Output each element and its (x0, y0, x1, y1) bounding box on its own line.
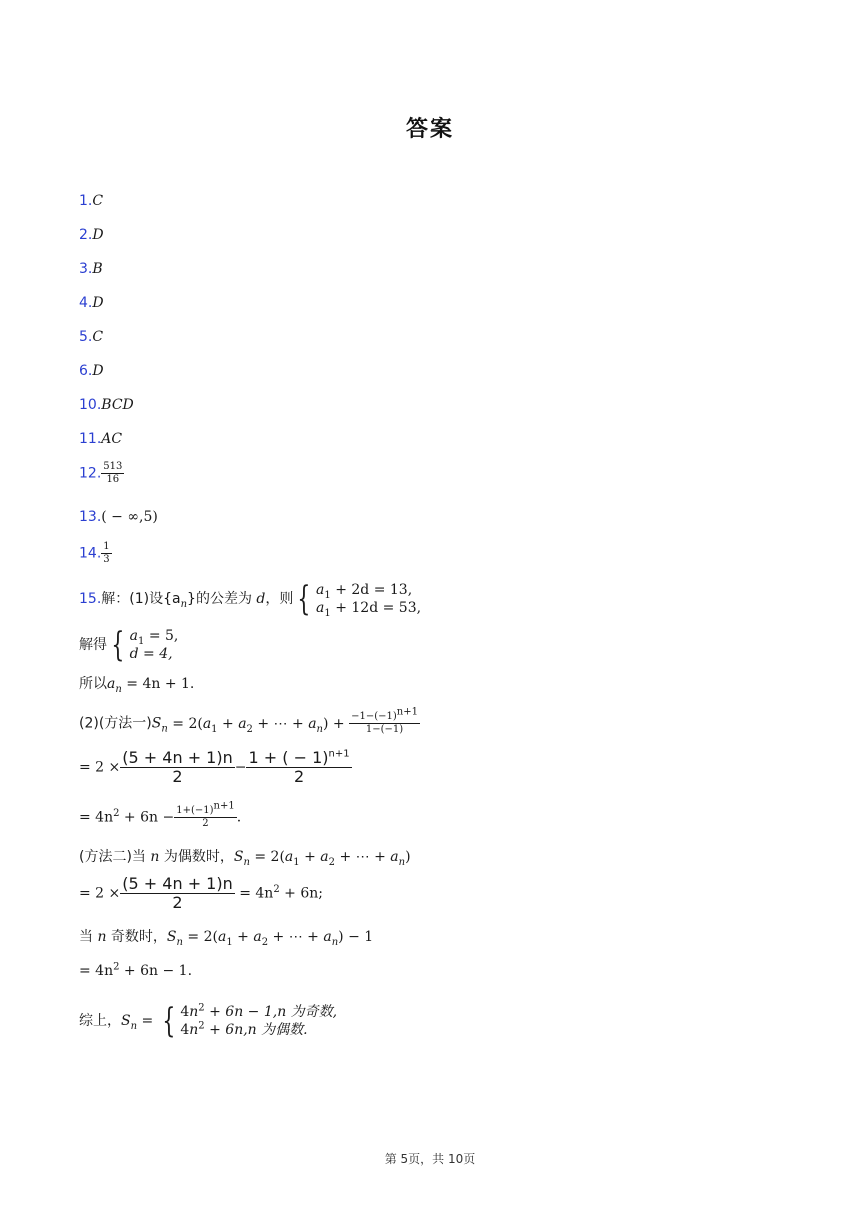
system-row-2: + 12d = 53, (335, 600, 422, 616)
question-number: 14. (79, 545, 102, 562)
question-number: 5. (79, 329, 93, 345)
so-rhs: = 4n + 1. (121, 676, 195, 692)
piecewise-system (158, 1003, 337, 1039)
intro-sub: n (180, 598, 188, 610)
answer-line-12 (79, 462, 124, 485)
solve-label: 解得 (79, 637, 107, 653)
fraction-numerator: 1+(−1) (176, 805, 214, 816)
answer-value: C (92, 193, 104, 209)
question-number: 6. (79, 363, 93, 379)
question-number: 2. (79, 227, 93, 243)
step1-line (79, 750, 352, 785)
answer-line (79, 362, 104, 380)
question-number: 13. (79, 509, 102, 525)
odd-n: n (93, 929, 111, 945)
fraction-numerator-exp: n+1 (328, 748, 350, 760)
case-row-2: $4n^2 + 6n,n$ 为偶数. (180, 1020, 308, 1038)
fraction-numerator: (5 + 4n + 1)n (122, 748, 233, 767)
case-row-1: $4n^2 + 6n - 1,n$ 为奇数, (180, 1002, 338, 1020)
odd-label: 当 (79, 929, 93, 945)
equation-system-1 (293, 581, 421, 617)
system-row: $a_1 + 12d = 53$, (316, 600, 422, 619)
odd-final: = 4n (79, 963, 114, 979)
question-number: 1. (79, 193, 93, 209)
solution-intro (79, 581, 421, 617)
intro-end: ，则 (265, 591, 294, 607)
brace: { (297, 579, 311, 619)
answer-value: C (92, 329, 104, 345)
system-row-1: + 2d = 13, (335, 582, 413, 598)
method2-mid: 为偶数时， (163, 849, 234, 865)
solution-so: 所以$a_n = 4n + 1$. (79, 676, 195, 695)
fraction-numerator-exp: n+1 (213, 800, 235, 812)
method1-fraction (349, 706, 420, 735)
fraction-numerator: 1 (103, 541, 110, 552)
intro-mid: }的公差为 (187, 591, 252, 607)
odd-mid: 奇数时， (110, 929, 167, 945)
brace: { (162, 1001, 175, 1041)
fraction-denominator: 16 (106, 474, 120, 485)
even-prefix: = 2 × (79, 885, 121, 902)
answer-value: ( − ∞,5) (101, 509, 158, 525)
answer-line (79, 260, 103, 278)
step2-prefix: = 4n (79, 809, 114, 826)
fraction-denominator: 2 (293, 767, 305, 786)
method1-line: (2)(方法一)$S_n = 2(a_1 + a_2$ + ⋯ + $a_n$) + $\frac{-1-(-1)^{n+1}}{1-(-1)}$ (79, 706, 418, 735)
question-number: 4. (79, 295, 93, 311)
answer-line (79, 226, 104, 244)
method2-line: (方法二)当 n 为偶数时，$S_n = 2(a_1 + a_2$ + ⋯ + $a_n$) (79, 849, 411, 868)
question-number: 11. (79, 431, 102, 447)
brace: { (111, 625, 125, 665)
answer-value: B (92, 261, 103, 277)
answer-fraction (101, 462, 124, 485)
fraction-numerator: 513 (103, 461, 123, 472)
step1-prefix: = 2 × (79, 759, 121, 776)
question-number: 15. (79, 591, 102, 607)
question-number: 10. (79, 397, 102, 413)
answer-fraction (101, 542, 111, 565)
even-fraction (120, 876, 234, 911)
method2-n: n (145, 849, 164, 865)
intro-text: 解：(1)设{a (101, 591, 181, 607)
answer-line (79, 192, 103, 210)
answer-line (79, 328, 103, 346)
step1-fraction-1 (120, 750, 234, 785)
answer-line (79, 396, 134, 414)
solution-solved (79, 627, 178, 663)
page-footer: 第 5页，共 10页 (384, 1152, 476, 1166)
answer-line (79, 294, 104, 312)
fraction-denominator: 2 (172, 767, 183, 786)
case-2: + 6n,n 为偶数. (204, 1022, 308, 1038)
odd-final2: + 6n − 1. (119, 963, 193, 979)
system-row-2: d = 4, (129, 646, 173, 662)
fraction-numerator-exp: n+1 (396, 706, 418, 718)
equation-system-2 (107, 627, 178, 663)
system-row: $a_1 + 2d = 13$, (316, 582, 413, 601)
step2-line: = $4n^2 + 6n$ − $\frac{1+(-1)^{n+1}}{2}$ . (79, 800, 242, 829)
fraction-denominator: 3 (103, 554, 110, 565)
fraction-numerator: −1−(−1) (351, 711, 397, 722)
question-number: 3. (79, 261, 93, 277)
fraction-denominator: 2 (202, 818, 209, 829)
even-rhs2: + 6n; (279, 885, 323, 902)
fraction-denominator: 2 (172, 893, 183, 912)
step2-mid: + 6n − (119, 809, 175, 826)
answer-line-13 (79, 508, 158, 526)
question-number: 12. (79, 465, 102, 482)
case-1: + 6n − 1,n 为奇数, (204, 1004, 338, 1020)
answer-value: D (92, 295, 104, 311)
answer-value: AC (101, 431, 123, 447)
so-label: 所以 (79, 676, 107, 692)
method2-label: (方法二)当 (79, 849, 146, 865)
fraction-denominator: 1−(−1) (365, 724, 404, 735)
answer-value: BCD (101, 397, 134, 413)
even-line: = 2 × $\frac{(5 + 4n + 1)n}{2}$ = $4n^2 + 6n$; (79, 874, 323, 912)
step2-fraction (174, 800, 236, 829)
system-row-1: = 5, (148, 628, 179, 644)
method1-label: (2)(方法一) (79, 715, 152, 732)
even-rhs: = 4n (234, 885, 274, 902)
answer-value: D (92, 363, 104, 379)
odd-final-line: = $4n^2 + 6n - 1$. (79, 961, 193, 979)
step1-minus: − (234, 759, 247, 776)
conclusion-line: 综上，$S_n$ = { $4n^2 + 6n - 1,n$ 为奇数, $4n^2 + 6n,n$ 为偶数. (79, 1001, 338, 1041)
conclusion-label: 综上， (79, 1013, 121, 1029)
intro-d: d (251, 591, 266, 607)
answer-value: D (92, 227, 104, 243)
system-row: $a_1 = 5$, (129, 628, 179, 647)
answer-line (79, 430, 122, 448)
page-title: 答案 (405, 117, 454, 142)
fraction-numerator: (5 + 4n + 1)n (122, 874, 233, 893)
step1-fraction-2 (246, 750, 351, 785)
odd-line: 当 n 奇数时，$S_n = 2(a_1 + a_2$ + ⋯ + $a_n) - 1$ (79, 929, 374, 948)
fraction-numerator: 1 + ( − 1) (248, 748, 329, 767)
answer-line-14 (79, 542, 112, 565)
